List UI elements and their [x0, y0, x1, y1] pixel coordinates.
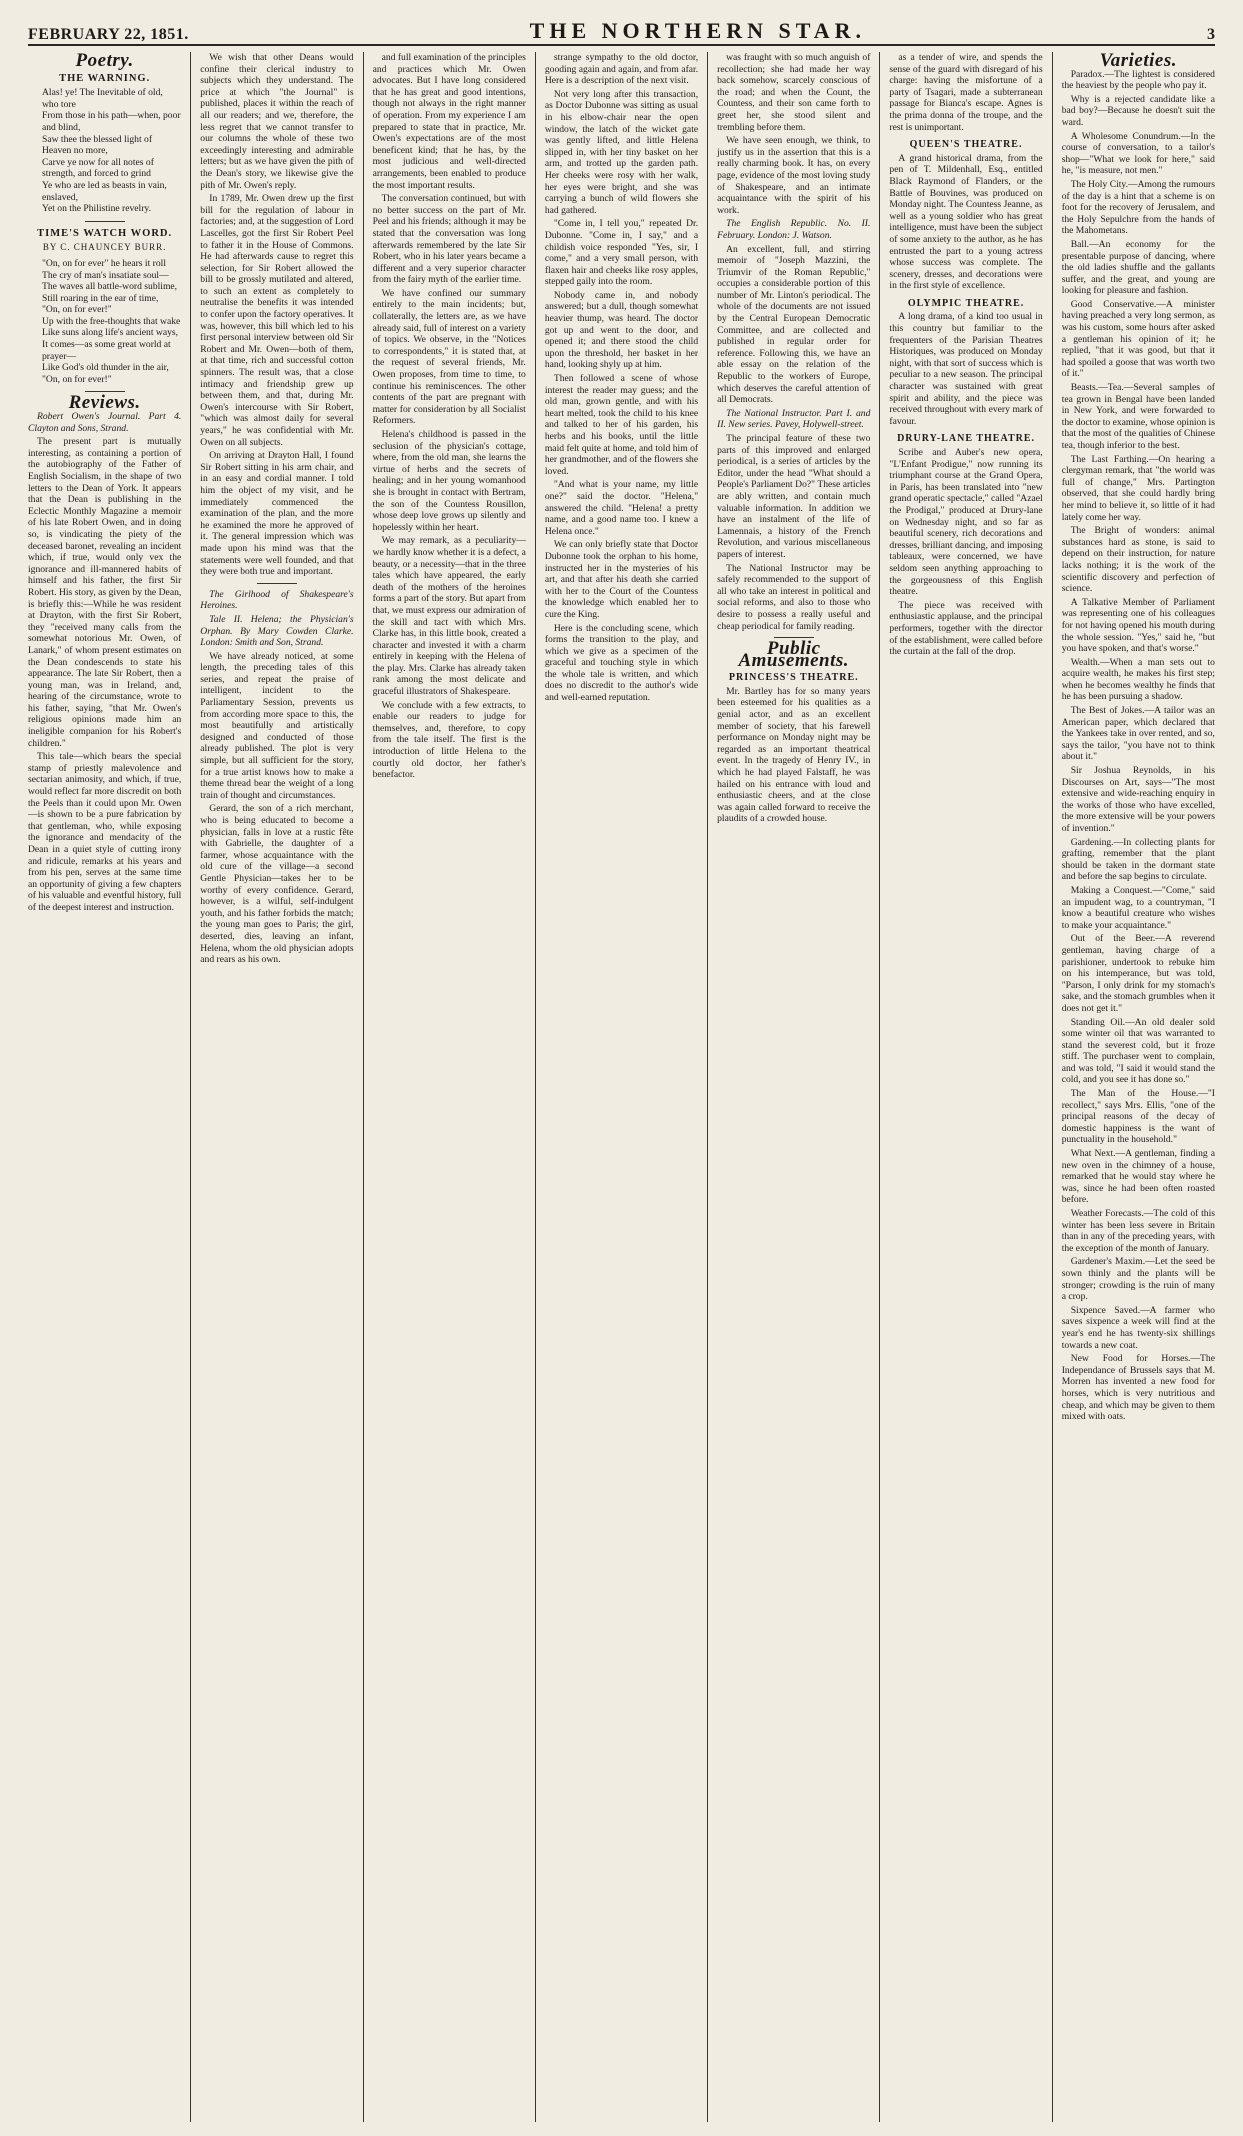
variety-item: Sixpence Saved.—A farmer who saves sixpence a week will find at the year's end he has twenty-six shillings towards a new coat.: [1061, 1304, 1215, 1351]
article-paragraph: Then followed a scene of whose interest the reader may guess; and the old man, grown gentle, and with his heart melted, took the child to his knee and talked to her of his garden, his herbs and his books, until the little maid felt quite at home, and told him of her grandmother, and of the flowers she loved.: [544, 373, 699, 477]
article-paragraph: On arriving at Drayton Hall, I found Sir Robert sitting in his arm chair, and in an easy and cordial manner. I told him the object of my visit, and he immediately commenced the examination of the plan, and the more he examined the more he approved of it. The general impression which was made upon his mind was that the statements were well founded, and that they were both true and important.: [200, 450, 354, 578]
article-paragraph: Gerard, the son of a rich merchant, who is being educated to become a physician, falls in love at a rustic fête with Gabrielle, the daughter of a farmer, whose acquaintance with the old cure of the village—a second Gentle Physician—takes her to be worthy of every confidence. Gerard, however, is a wilful, self-indulgent youth, and his father forbids the match; the young man goes to Paris; the girl, deserted, dies, leaving an infant, Helena, whom the old physician adopts and rears as his own.: [200, 803, 354, 966]
variety-item: Why is a rejected candidate like a bad boy?—Because he doesn't suit the ward.: [1061, 93, 1215, 128]
theatre-heading: OLYMPIC THEATRE.: [907, 297, 1025, 309]
poem-line: "On, on for ever!": [42, 373, 112, 385]
poem-title: TIME'S WATCH WORD.: [37, 227, 173, 239]
variety-item: What Next.—A gentleman, finding a new oven in the chimney of a house, remarked that he would stay where he was, since he had been often roasted before.: [1061, 1148, 1215, 1206]
article-paragraph: We have confined our summary entirely to the main incidents; but, collaterally, the letters are, as we have already said, full of interest on a variety of topics. We observe, in the "Notices to correspondents," it is stated that, at the request of several friends, Mr. Owen proposes, from time to time, to continue his reminiscences. The other contents of the part are pregnant with matter for consideration by all Socialist Reformers.: [372, 287, 526, 427]
poem-line: Like suns along life's ancient ways,: [42, 327, 179, 339]
variety-item: The Bright of wonders: animal substances hard as stone, is said to depend on their instruction, for nature lacks nothing; it is the work of the scientific discovery and perfection of science.: [1061, 525, 1215, 595]
poem-line: "On, on for ever!": [42, 304, 112, 316]
article-paragraph: A grand historical drama, from the pen of T. Mildenhall, Esq., entitled Black Raymond of Flanders, or the Battle of Bouvines, was produced on Monday night. The Countess Jeanne, as well as a young soldier who has great intelligence, must have been the subject of some anxiety to the author, as he has entrusted the part to a young actress whose success was complete. The scenery, dresses, and decorations were in the first style of excellence.: [889, 152, 1043, 292]
poem-line: Still roaring in the ear of time,: [42, 292, 159, 304]
variety-item: New Food for Horses.—The Independance of Brussels says that M. Morren has invented a new food for horses, which is very nutritious and cheap, and which may be given to them mixed with oats.: [1061, 1353, 1215, 1423]
poem-line: The cry of man's insatiate soul—: [42, 269, 169, 281]
poem-line: Saw thee the blessed light of Heaven no more,: [42, 133, 153, 157]
article-paragraph: We may remark, as a peculiarity—we hardly know whether it is a defect, a beauty, or a necessity—that in the three tales which have appeared, the early death of the mothers of the heroines forms a part of the story. But apart from that, we must express our admiration of the skill and tact with which Mrs. Clarke has, in this little book, created a character and invested it with a charm entirely in keeping with the Helena of the play. Mrs. Clarke has already taken rank among the most delicate and graceful illustrators of Shakespeare.: [372, 535, 526, 698]
masthead: [28, 10, 1215, 46]
article-paragraph: The principal feature of these two parts of this improved and enlarged periodical, is a series of articles by the Editor, under the head "What should a People's Parliament Do?" These articles are ably written, and contain much valuable information. In addition we have an instalment of the life of Lamennais, a history of the French Revolution, and various miscellaneous papers of interest.: [717, 433, 871, 560]
variety-item: Gardening.—In collecting plants for grafting, remember that the plant should be taken in the dormant state and before the sap begins to circulate.: [1061, 836, 1215, 883]
article-paragraph: Mr. Bartley has for so many years been esteemed for his qualities as a genial actor, and as an excellent member of society, that his farewell performance on Monday night may be regarded as an important theatrical event. In the tragedy of Henry IV., in which he had played Falstaff, he was hailed on his entrance with loud and enthusiastic cheers, and at the close was again called forward to receive the plaudits of a crowded house.: [717, 685, 871, 825]
column-7: [1053, 52, 1215, 2122]
varieties-list: [1062, 69, 1215, 1423]
variety-item: Wealth.—When a man sets out to acquire wealth, he makes his first step; when he becomes wealthy he finds that he has been pursuing a shadow.: [1061, 656, 1215, 703]
article-paragraph: We can only briefly state that Doctor Dubonne took the orphan to his home, instructed her in the mysteries of his art, and that after his death she carried with her to the Court of the Countess the knowledge which enabled her to cure the King.: [544, 539, 699, 620]
poem-line: Carve ye now for all notes of strength, and forced to grind: [42, 156, 154, 180]
article-paragraph: Nobody came in, and nobody answered; but a dull, though somewhat heavier thump, was heard. The doctor got up and went to the door, and opened it; and there stood the child upon the threshold, her basket in her hand, looking shyly up at him.: [544, 289, 699, 371]
article-paragraph: An excellent, full, and stirring memoir of "Joseph Mazzini, the Triumvir of the Roman Republic," occupies a considerable portion of this number of Mr. Linton's periodical. The whole of the documents are not issued by the Central European Democratic Committee, and are collected and published in regular order for reference. Following this, we have an able essay on the relation of the Republic to the workers of Europe, which deserves the careful attention of all Democrats.: [717, 243, 871, 406]
article-paragraph: This tale—which bears the special stamp of priestly malevolence and sectarian animosity, and which, if true, would reflect far more discredit on both the Peels than it could upon Mr. Owen—is shown to be a pure fabrication by that gentleman, who, while exposing the ignorance and mendacity of the Dean in a quiet style of cutting irony and ridicule, remarks at his years and from his pen, serves at the same time an opportunity of giving a few chapters of his valuable and eventful history, full of the deepest interest and instruction.: [28, 751, 182, 913]
newspaper-title: THE NORTHERN STAR.: [529, 18, 867, 43]
variety-item: The Holy City.—Among the rumours of the day is a hint that a scheme is on foot for the recovery of Jerusalem, and the Holy Sepulchre from the hands of the Mahometans.: [1061, 178, 1215, 237]
variety-item: Making a Conquest.—"Come," said an impudent wag, to a countryman, "I know a beautiful creature who wishes to make your acquaintance.": [1061, 884, 1215, 931]
review-heading: Robert Owen's Journal. Part 4. Clayton and Sons, Strand.: [28, 411, 182, 434]
review-subheading: Tale II. Helena; the Physician's Orphan. By Mary Cowden Clarke. London: Smith and Son, Strand.: [200, 613, 354, 649]
column-4: [536, 52, 708, 2122]
page-number: 3: [1206, 26, 1215, 43]
divider: [85, 221, 125, 222]
poem-line: Yet on the Philistine revelry.: [42, 203, 151, 215]
article-paragraph: We have seen enough, we think, to justify us in the assertion that this is a really charming book. It has, on every page, evidence of the most loving study of Shakespeare, and an intimate acquaintance with the spirit of his work.: [717, 135, 871, 216]
variety-item: Standing Oil.—An old dealer sold some winter oil that was warranted to stand the severest cold, but it froze stiff. The purchaser went to complain, and was told, "I said it would stand the cold, and you see it has done so.": [1061, 1016, 1215, 1086]
variety-item: Paradox.—The lightest is considered the heaviest by the people who pay it.: [1061, 68, 1215, 92]
poem-times-watch-word: [28, 258, 181, 386]
article-paragraph: The piece was received with enthusiastic applause, and the principal performers, together with the director of the establishment, were called before the curtain at the fall of the drop.: [889, 599, 1043, 658]
reviews-heading: Reviews.: [68, 392, 141, 414]
variety-item: Weather Forecasts.—The cold of this winter has been less severe in Britain than in any of the preceding years, with the exception of the month of January.: [1061, 1208, 1215, 1254]
variety-item: Gardener's Maxim.—Let the seed be sown thinly and the plants will be stronger; crowding is the ruin of many a crop.: [1061, 1256, 1215, 1303]
variety-item: Ball.—An economy for the presentable purpose of dancing, where the old ladies shuffle and the gallants suffer, and the great, and young are looking for pleasure and fashion.: [1061, 238, 1215, 297]
column-3: [364, 52, 536, 2122]
variety-item: Sir Joshua Reynolds, in his Discourses on Art, says—"The most extensive and wide-reaching enquiry in the works of those who have excelled, the more extensive will be your powers of invention.": [1061, 765, 1215, 834]
article-paragraph: "And what is your name, my little one?" said the doctor. "Helena," answered the child. "Helena! a pretty name, and a good name too. I knew a Helena once.": [544, 479, 699, 537]
column-2: [191, 52, 363, 2122]
poem-line: From those in his path—when, poor and blind,: [42, 110, 181, 133]
poem-byline: BY C. CHAUNCEY BURR.: [42, 242, 167, 253]
column-5: [708, 52, 880, 2122]
article-paragraph: Here is the concluding scene, which forms the transition to the play, and which we give as a specimen of the graceful and touching style in which the whole tale is written, and which does no discredit to the author's wide and well-earned reputation.: [544, 622, 699, 704]
article-paragraph: Scribe and Auber's new opera, "L'Enfant Prodigue," now running its triumphant course at the Grand Opera, in Paris, has been translated into "new grand operatic spectacle," called "Azael the Prodigal," produced at Drury-lane on Wednesday night, and so far as beautiful scenery, rich decorations and dresses, brilliant dancing, and imposing tableaux, were concerned, we have seldom seen anything approaching to the gorgeousness of this English theatre.: [889, 447, 1043, 598]
poem-line: "On, on for ever" he hears it roll: [42, 257, 166, 269]
article-paragraph: In 1789, Mr. Owen drew up the first bill for the regulation of labour in factories; and, at the suggestion of Lord Lascelles, got the first Sir Robert Peel to father it in the House of Commons. He had afterwards cause to regret this selection, for Sir Robert allowed the bill to be grossly mutilated and altered, to such an extent as completely to neutralise the benefits it was intended to confer upon the factory operatives. It was, however, this bill which led to his first personal interview between old Sir Robert and Mr. Owen—both of them, at that time, rich and successful cotton spinners. The result was, that a close intimacy and friendship grew up between them, and that, during Mr. Owen's intercourse with Sir Robert, "which was almost daily for several years," he was confidential with Mr. Owen on all subjects.: [200, 193, 354, 448]
article-paragraph: as a tender of wire, and spends the sense of the guard with disregard of his charge: having the misfortune of a party of Tsagari, made a subterranean passage for Bianca's escape. Agnes is the prima donna of the troupe, and the rest is unimportant.: [889, 52, 1043, 133]
article-paragraph: The National Instructor may be safely recommended to the support of all who take an interest in political and social reforms, and also to those who desire to possess a really useful and cheap periodical for family reading.: [717, 562, 871, 632]
variety-item: A Talkative Member of Parliament was representing one of his colleagues for not having opened his mouth during the whole session. "Yes," said he, "but you have spoken, and that's worse.": [1061, 596, 1215, 655]
variety-item: Out of the Beer.—A reverend gentleman, having charge of a parishioner, undertook to rebuke him on his intemperance, but was told, "Parson, I only drink for my stomach's sake, and the stomach grumbles when it does not get it.": [1061, 933, 1215, 1014]
article-paragraph: The conversation continued, but with no better success on the part of Mr. Peel and his friends; although it may be stated that the conversation was long afterwards remembered by the late Sir Robert, who in his later years became a different and a very superior character from the fairy myth of the earlier time.: [372, 193, 526, 286]
article-paragraph: strange sympathy to the old doctor, gooding again and again, and from afar. Here is a description of the next visit.: [544, 52, 699, 87]
review-heading: The English Republic. No. II. February. London: J. Watson.: [717, 218, 871, 241]
poem-line: Alas! ye! The Inevitable of old, who tore: [42, 87, 163, 110]
divider: [257, 583, 297, 584]
issue-date: FEBRUARY 22, 1851.: [28, 26, 189, 43]
article-paragraph: and full examination of the principles and practices which Mr. Owen advocates. But I have long considered that he has great and good intentions, though not always in the right manner of operation. From my experience I am prepared to state that in practice, Mr. Owen's expectations are of the most beneficent kind; that he has, by the most judicious and well-directed arrangements, been enabled to produce the most important results.: [372, 52, 526, 191]
poem-warning: [28, 87, 181, 215]
article-paragraph: was fraught with so much anguish of recollection; she had made her way back somehow, scarcely conscious of the road; and when the Count, the Countess, and their son came forth to greet her, she stood silent and trembling before them.: [717, 52, 871, 133]
article-paragraph: We have already noticed, at some length, the preceding tales of this series, and repeat the praise of intelligent, incident to the Parliamentary Session, prevents us from according more space to this, the most beautifully and artistically designed and conducted of those already published. The plot is very simple, but all sufficient for the story, for a true artist knows how to make a theme thread bear the weight of a long train of thought and circumstances.: [200, 650, 354, 801]
columns: [28, 52, 1215, 2122]
amusements-heading: Public Amusements.: [738, 638, 850, 671]
article-paragraph: The present part is mutually interesting, as containing a portion of the autobiography of the Father of English Socialism, in the shape of two letters to the Dean of York. It appears that the Dean is publishing in the Eclectic Monthly Magazine a memoir of his late Robert Owen, and in doing so, is vindicating the piety of the deceased baronet, revealing an incident which, if true, would only vex the ignorance and ill-mannered habits of himself and his father, the first Sir Robert. His story, as given by the Dean, is briefly this:—While he was resident at Drayton, with the first Sir Robert, they "received many calls from the somewhat notorious Mr. Owen, of Lanark," of whom present estimates on the Dean condescends to state his appearance. The late Sir Robert, then a young man, was in Ireland, and, hearing of the circumstance, wrote to his father, saying, "that Mr. Owen's religious opinions made him an ineligible companion for his Robert's children.": [28, 436, 182, 749]
poetry-heading: Poetry.: [75, 52, 134, 71]
variety-item: The Last Farthing.—On hearing a clergyman remark, that "the world was full of change," Mrs. Partington observed, that she could hardly bring her mind to believe it, so little of it had lately come her way.: [1061, 453, 1215, 523]
variety-item: Beasts.—Tea.—Several samples of tea grown in Bengal have been landed in New York, and were forwarded to the doctor to examine, whose opinion is that the most of the qualities of Chinese tea, though inferior to the best.: [1061, 382, 1215, 451]
article-paragraph: "Come in, I tell you," repeated Dr. Dubonne. "Come in, I say," and a childish voice responded "Yes, sir, I come," and a very small person, with flaxen hair and cheeks like rosy apples, stepped gaily into the room.: [544, 218, 699, 288]
poem-line: Ye who are led as beasts in vain, enslaved,: [42, 179, 167, 203]
review-heading: The National Instructor. Part I. and II. New series. Pavey, Holywell-street.: [717, 407, 871, 431]
poem-line: Like God's old thunder in the air,: [42, 362, 169, 374]
column-1: [28, 52, 191, 2122]
poem-line: Up with the free-thoughts that wake: [42, 315, 181, 327]
poem-title: THE WARNING.: [59, 72, 151, 84]
article-paragraph: Helena's childhood is passed in the seclusion of the physician's cottage, where, from the old man, she learns the virtue of herbs and the secrets of healing; and in her young womanhood she is brought in contact with Bertram, the son of the Countess Rousillon, whose deep love grows up silently and hopelessly within her heart.: [372, 429, 526, 533]
theatre-heading: DRURY-LANE THEATRE.: [897, 433, 1036, 445]
article-paragraph: A long drama, of a kind too usual in this country but familiar to the frequenters of the Parisian Theatres Historiques, was produced on Monday night, with that sort of success which is peculiar to a new season. The principal character was sustained with great spirit and ability, and the piece was received throughout with every mark of favour.: [889, 311, 1043, 427]
poem-line: The waves all battle-word sublime,: [42, 281, 178, 293]
varieties-heading: Varieties.: [1099, 52, 1177, 71]
variety-item: The Man of the House.—"I recollect," says Mrs. Ellis, "one of the principal reasons of the decay of domestic happiness is the want of punctuality in the household.": [1061, 1088, 1215, 1146]
article-paragraph: We conclude with a few extracts, to enable our readers to judge for themselves, and, therefore, to copy from the tale itself. The first is the introduction of little Helena to the courtly old doctor, her father's benefactor.: [372, 699, 526, 781]
variety-item: Good Conservative.—A minister having preached a very long sermon, as was his custom, some hours after asked a gentleman his opinion of it; he replied, "that it was good, but that it had spoiled a goose that was worth two of it.": [1061, 298, 1215, 380]
variety-item: A Wholesome Conundrum.—In the course of conversation, to a tailor's shop—"What we look for here," said he, "is measure, not men.": [1061, 130, 1215, 177]
theatre-heading: PRINCESS'S THEATRE.: [728, 672, 859, 684]
variety-item: The Best of Jokes.—A tailor was an American paper, which declared that the Yankees take in over rented, and so, says the tailor, "you have not to think about it.": [1061, 705, 1215, 763]
article-paragraph: We wish that other Deans would confine their clerical industry to subjects which they understand. The price at which "the Journal" is published, places it within the reach of all our readers; and we, therefore, the less regret that we cannot transfer to our columns the whole of these two exceedingly interesting and admirable letters; but as we have given the pith of the Dean's story, we likewise give the pith of Mr. Owen's reply.: [200, 52, 354, 191]
poem-line: It comes—as some great world at prayer—: [42, 339, 171, 362]
theatre-heading: QUEEN'S THEATRE.: [909, 139, 1023, 151]
review-heading: The Girlhood of Shakespeare's Heroines.: [200, 588, 354, 612]
column-6: [880, 52, 1052, 2122]
article-paragraph: Not very long after this transaction, as Doctor Dubonne was sitting as usual in his elbow-chair near the open window, the latch of the wicket gate was gently lifted, and little Helena slipped in, with her tiny basket on her arm, and trotted up the garden path. Her cheeks were rosy with her walk, her eyes were bright, and she was carrying a bunch of wild flowers she had gathered.: [544, 88, 699, 216]
